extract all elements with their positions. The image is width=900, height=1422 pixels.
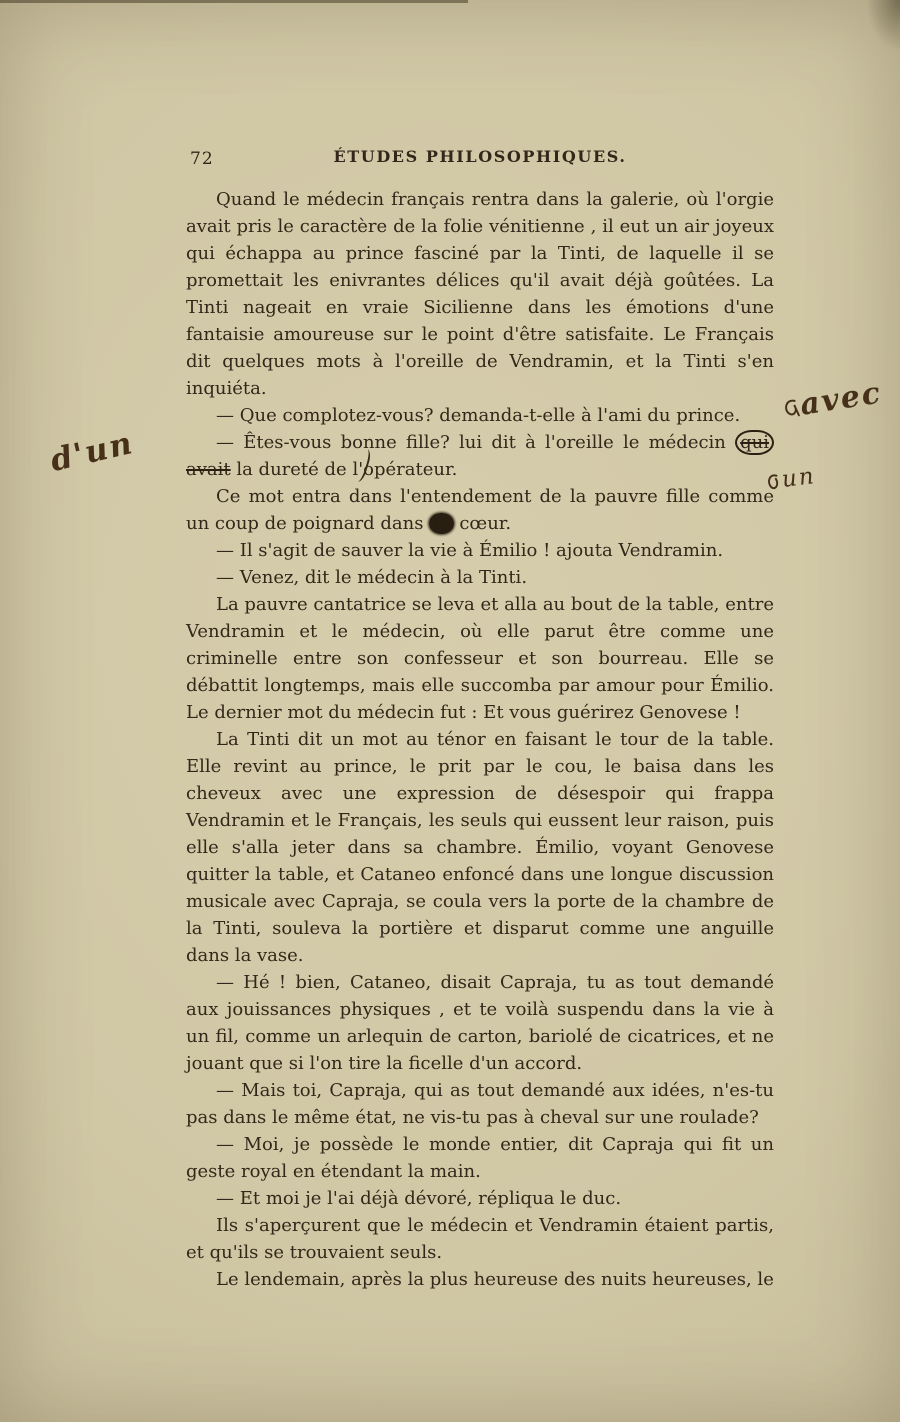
handwritten-annotation-dun bbox=[47, 425, 137, 479]
dialogue-paragraph: — Que complotez-vous? demanda-t-elle à l'ami du prince. bbox=[216, 405, 741, 426]
page-header bbox=[186, 147, 774, 171]
flourish-mark bbox=[765, 471, 781, 493]
paragraph-with-blot bbox=[186, 483, 774, 537]
dialogue-paragraph: — Il s'agit de sauver la vie à Émilio ! ajouta Vendramin. bbox=[216, 540, 724, 561]
paragraph: Le lendemain, après la plus heureuse des nuits heureuses, le bbox=[216, 1269, 774, 1290]
correction-slash-target: l' bbox=[352, 459, 364, 480]
dialogue-paragraph: — Venez, dit le médecin à la Tinti. bbox=[216, 567, 528, 588]
inked-out-word: le bbox=[429, 513, 453, 534]
handwritten-annotation-un bbox=[765, 463, 817, 495]
flourish-mark bbox=[781, 396, 800, 420]
dialogue-paragraph-with-corrections bbox=[186, 429, 774, 483]
struck-word: avait bbox=[186, 459, 231, 480]
annotation-text: un bbox=[780, 463, 818, 493]
running-header: ÉTUDES PHILOSOPHIQUES. bbox=[333, 147, 627, 166]
text-segment: Ce mot entra dans l'entendement de la pauvre fille comme un coup de poignard dans bbox=[186, 486, 774, 534]
scan-corner-artifact bbox=[866, 0, 900, 52]
paragraph: La pauvre cantatrice se leva et alla au bout de la table, entre Vendramin et le médecin, où elle parut être comme une criminelle entre son confesseur et son bourreau. Elle se débattit longtemps, mais elle succomba par amour pour Émilio. Le dernier mot du médecin fut : Et vous guérirez Genovese ! bbox=[186, 594, 774, 723]
page-number: 72 bbox=[190, 149, 214, 169]
paragraph: Quand le médecin français rentra dans la galerie, où l'orgie avait pris le caractère de la folie vénitienne , il eut un air joyeux qui échappa au prince fasciné par la Tinti, de laquelle il se promettait les enivrantes délices qu'il avait déjà goûtées. La Tinti nageait en vraie Sicilienne dans les émotions d'une fantaisie amoureuse sur le point d'être satisfaite. Le Français dit quelques mots à l'oreille de Vendramin, et la Tinti s'en inquiéta. bbox=[186, 189, 774, 399]
handwritten-annotation-avec bbox=[780, 375, 884, 425]
text-segment: la dureté de bbox=[230, 459, 353, 480]
annotation-text: d'un bbox=[47, 424, 138, 480]
circled-word: qui bbox=[735, 430, 774, 455]
dialogue-paragraph: — Mais toi, Capraja, qui as tout demandé aux idées, n'es-tu pas dans le même état, ne vis-tu pas à cheval sur une roulade? bbox=[186, 1080, 774, 1128]
text-segment: — Êtes-vous bonne fille? lui dit à l'oreille le médecin bbox=[216, 432, 736, 453]
dialogue-paragraph: — Moi, je possède le monde entier, dit Capraja qui fit un geste royal en étendant la main. bbox=[186, 1134, 774, 1182]
text-segment: cœur. bbox=[453, 513, 512, 534]
annotation-text: avec bbox=[797, 375, 885, 423]
dialogue-paragraph: — Et moi je l'ai déjà dévoré, répliqua le duc. bbox=[216, 1188, 622, 1209]
scan-edge-artifact bbox=[0, 0, 468, 3]
paragraph: Ils s'aperçurent que le médecin et Vendramin étaient partis, et qu'ils se trouvaient seuls. bbox=[186, 1215, 774, 1263]
text-segment: opérateur. bbox=[363, 459, 458, 480]
body-text bbox=[186, 186, 774, 1293]
paragraph: La Tinti dit un mot au ténor en faisant le tour de la table. Elle revint au prince, le prit par le cou, le baisa dans les cheveux avec une expression de désespoir qui frappa Vendramin et le Français, les seuls qui eussent leur raison, puis elle s'alla jeter dans sa chambre. Émilio, voyant Genovese quitter la table, et Cataneo enfoncé dans une longue discussion musicale avec Capraja, se coula vers la porte de la chambre de la Tinti, souleva la portière et disparut comme une anguille dans la vase. bbox=[186, 729, 774, 966]
dialogue-paragraph: — Hé ! bien, Cataneo, disait Capraja, tu as tout demandé aux jouissances physiques , et te voilà suspendu dans la vie à un fil, comme un arlequin de carton, bariolé de cicatrices, et ne jouant que si l'on tire la ficelle d'un accord. bbox=[186, 972, 774, 1074]
